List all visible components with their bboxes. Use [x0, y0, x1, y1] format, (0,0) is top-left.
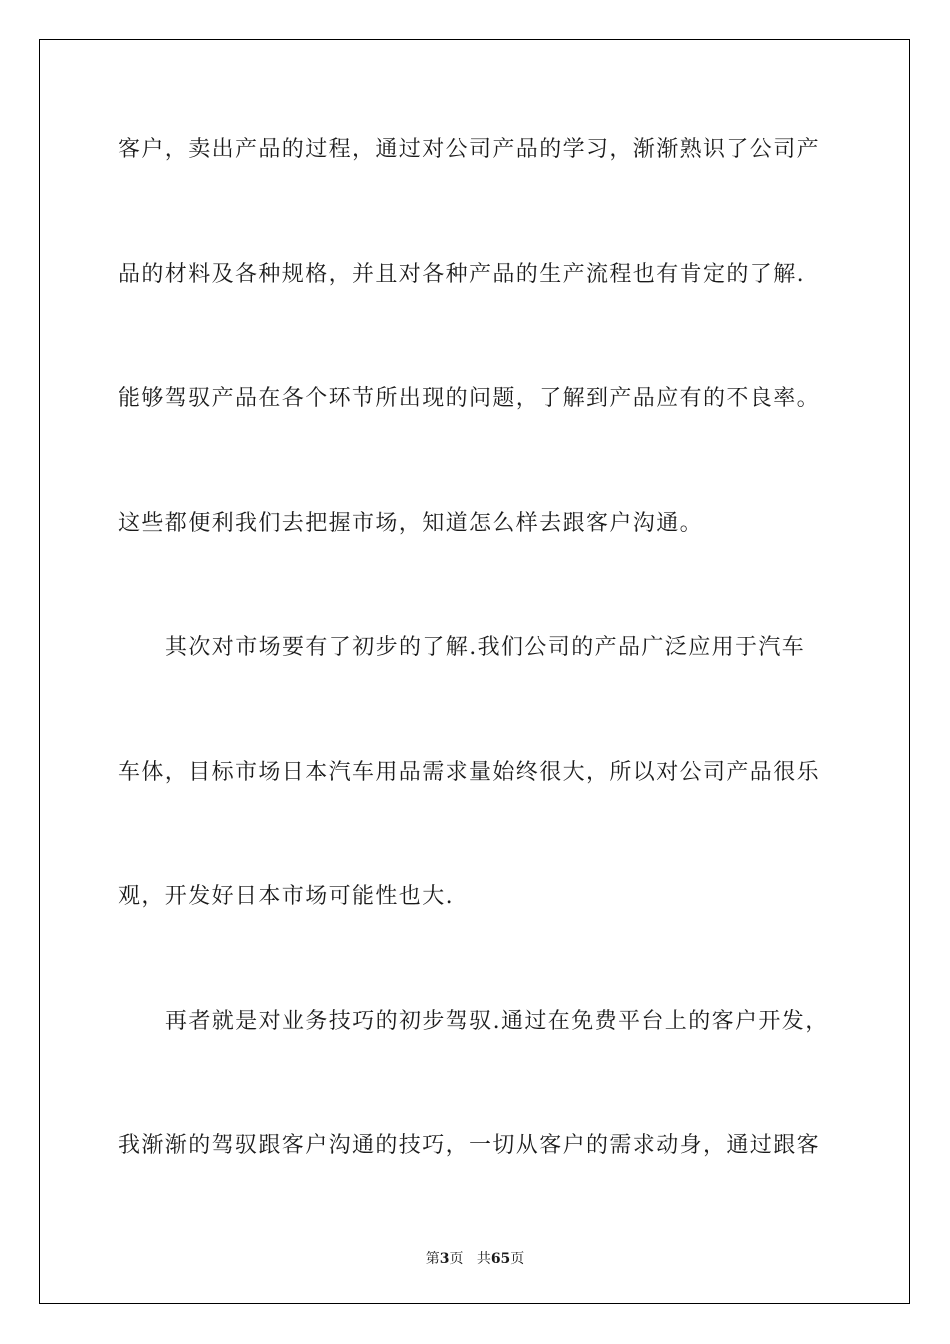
- page-prefix: 第: [425, 1251, 440, 1267]
- total-pages: 65: [490, 1251, 511, 1267]
- page-footer: [0, 1248, 950, 1268]
- body-line-6: 车体，目标市场日本汽车用品需求量始终很大，所以对公司产品很乐: [118, 760, 821, 785]
- body-line-2: 品的材料及各种规格，并且对各种产品的生产流程也有肯定的了解.: [118, 262, 805, 287]
- page-border: [39, 39, 910, 1304]
- body-line-8: 再者就是对业务技巧的初步驾驭.通过在免费平台上的客户开发，: [165, 1009, 829, 1034]
- body-line-4: 这些都便利我们去把握市场，知道怎么样去跟客户沟通。: [118, 511, 704, 536]
- body-line-7: 观，开发好日本市场可能性也大.: [118, 884, 454, 909]
- body-line-5: 其次对市场要有了初步的了解.我们公司的产品广泛应用于汽车: [165, 635, 806, 660]
- page-suffix: 页: [449, 1251, 464, 1267]
- body-line-1: 客户，卖出产品的过程，通过对公司产品的学习，渐渐熟识了公司产: [118, 137, 821, 162]
- body-line-3: 能够驾驭产品在各个环节所出现的问题，了解到产品应有的不良率。: [118, 386, 821, 411]
- page-number: 3: [439, 1251, 450, 1267]
- body-line-9: 我渐渐的驾驭跟客户沟通的技巧，一切从客户的需求动身，通过跟客: [118, 1133, 821, 1158]
- total-prefix: 共: [476, 1251, 491, 1267]
- total-suffix: 页: [510, 1251, 525, 1267]
